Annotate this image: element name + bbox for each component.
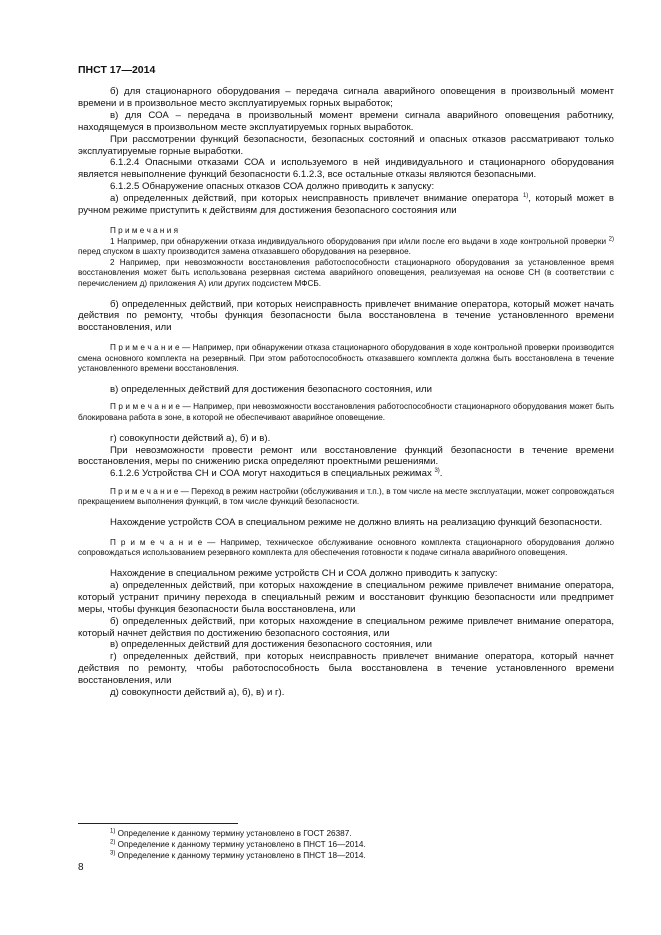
note-label: П р и м е ч а н и е: [110, 486, 179, 496]
footnote-ref: 1): [522, 192, 529, 199]
footnote-ref: 3): [434, 468, 440, 475]
note: [78, 343, 614, 375]
note-item: 2 Например, при невозможности восстановления работоспособности стационарного оборудования за установленное время восстановления может быть использована резервная система аварийного оповещения, реализуемая на основе СН (в соответствии с перечислением д) приложения А) или других подсистем МФСБ.: [78, 257, 614, 288]
paragraph: в) определенных действий для достижения безопасного состояния, или: [110, 639, 432, 651]
note-text: — Переход в режим настройки (обслуживания и т.п.), в том числе на месте эксплуатации, может сопровождаться прекращением выполнения функций, в том числе функций безопасности.: [78, 486, 615, 507]
footnote-text: Определение к данному термину установлено в ГОСТ 26387.: [117, 829, 352, 838]
footnote-mark: 1): [110, 828, 116, 835]
note-title: П р и м е ч а н и я: [110, 225, 179, 235]
paragraph: г) совокупности действий а), б) и в).: [110, 432, 271, 444]
paragraph: б) определенных действий, при которых неисправность привлечет внимание оператора, который может начать действия по ремонту, чтобы функция безопасности была восстановлена в течение установленного времени восстановления, или: [78, 298, 614, 334]
note-item: [78, 237, 614, 258]
note-label: П р и м е ч а н и е: [110, 537, 203, 547]
footnote-mark: 2): [110, 839, 116, 846]
paragraph: Нахождение устройств СОА в специальном режиме не должно влиять на реализацию функций безопасности.: [110, 516, 603, 528]
note-text: — Например, техническое обслуживание основного комплекта стационарного оборудования должно сопровождаться использованием резервного комплекта для обеспечения готовности к подаче сигнала аварийного оповещения.: [78, 537, 614, 558]
paragraph: При рассмотрении функций безопасности, безопасных состояний и опасных отказов рассматривают только эксплуатируемые горные выработки.: [78, 133, 614, 157]
paragraph: 6.1.2.4 Опасными отказами СОА и используемого в ней индивидуального и стационарного оборудования является невыполнение функций безопасности 6.1.2.3, все остальные отказы являются безопасными.: [78, 157, 614, 181]
paragraph: Нахождение в специальном режиме устройств СН и СОА должно приводить к запуску:: [110, 568, 498, 580]
text-run: перед спуском в шахту производится замена отказавшего оборудования на резервное.: [78, 247, 411, 257]
note-text: — Например, при обнаружении отказа стационарного оборудования в ходе контрольной проверки производится смена основного комплекта на резервный. При этом работоспособность отказавшего комплекта должна быть восстановлена в течение установленного времени восстановления.: [78, 343, 614, 374]
footnote-mark: 3): [110, 850, 116, 857]
footnote: [110, 828, 366, 839]
paragraph: в) определенных действий для достижения безопасного состояния, или: [110, 384, 432, 396]
footnote-divider: [78, 823, 238, 824]
paragraph: 6.1.2.5 Обнаружение опасных отказов СОА должно приводить к запуску:: [110, 181, 435, 193]
note-label: П р и м е ч а н и е: [110, 402, 180, 412]
paragraph: б) определенных действий, при которых нахождение в специальном режиме привлечет внимание оператора, который начнет действия по достижению безопасного состояния, или: [78, 615, 614, 639]
note: [78, 487, 614, 508]
paragraph: [78, 193, 614, 217]
paragraph: б) для стационарного оборудования – передача сигнала аварийного оповещения в произвольный момент времени и в произвольное место эксплуатируемых горных выработок;: [78, 86, 614, 109]
document-header: ПНСТ 17—2014: [78, 64, 156, 76]
paragraph: д) совокупности действий а), б), в) и г).: [110, 687, 285, 699]
footnote-ref: 2): [608, 235, 614, 242]
paragraph: а) определенных действий, при которых нахождение в специальном режиме привлечет внимание оператора, который устранит причину перехода в специальный режим и восстановит функцию безопасности или предпримет меры, чтобы функция безопасности была восстановлена, или: [78, 579, 614, 615]
text-run: .: [439, 468, 443, 480]
note-text: — Например, при невозможности восстановления работоспособности стационарного оборудования может быть блокирована работа в зоне, в которой не обеспечивают аварийное оповещение.: [78, 402, 615, 423]
paragraph: При невозможности провести ремонт или восстановление функций безопасности в течение времени восстановления, меры по снижению риска определяют проектными решениями.: [78, 444, 614, 468]
footnotes: [110, 828, 366, 862]
page-number: 8: [78, 862, 84, 873]
note: [78, 538, 614, 559]
text-run: 6.1.2.6 Устройства СН и СОА могут находиться в специальных режимах: [110, 468, 432, 480]
paragraph: [78, 468, 614, 480]
document-body: [78, 86, 614, 699]
text-run: а) определенных действий, при которых неисправность привлечет внимание оператора: [110, 193, 519, 205]
note: [78, 402, 614, 423]
footnote-text: Определение к данному термину установлено в ПНСТ 18—2014.: [117, 851, 366, 861]
text-run: , который может в ручном режиме приступить к действиям для достижения безопасного состояния или: [78, 193, 614, 217]
note-label: П р и м е ч а н и е: [110, 343, 180, 353]
paragraph: в) для СОА – передача в произвольный момент времени сигнала аварийного оповещения работнику, находящемуся в произвольном месте эксплуатируемых горных выработок.: [78, 109, 614, 133]
footnote-text: Определение к данному термину установлено в ПНСТ 16—2014.: [117, 840, 366, 850]
footnote: [110, 850, 366, 861]
text-run: 1 Например, при обнаружении отказа индивидуального оборудования при и/или после его выдачи в ходе контрольной проверки: [110, 236, 607, 246]
paragraph: г) определенных действий, при которых неисправность привлечет внимание оператора, который начнет действия по ремонту, чтобы работоспособность была восстановлена в течение установленного времени восстановления, или: [78, 651, 614, 687]
footnote: [110, 839, 366, 850]
